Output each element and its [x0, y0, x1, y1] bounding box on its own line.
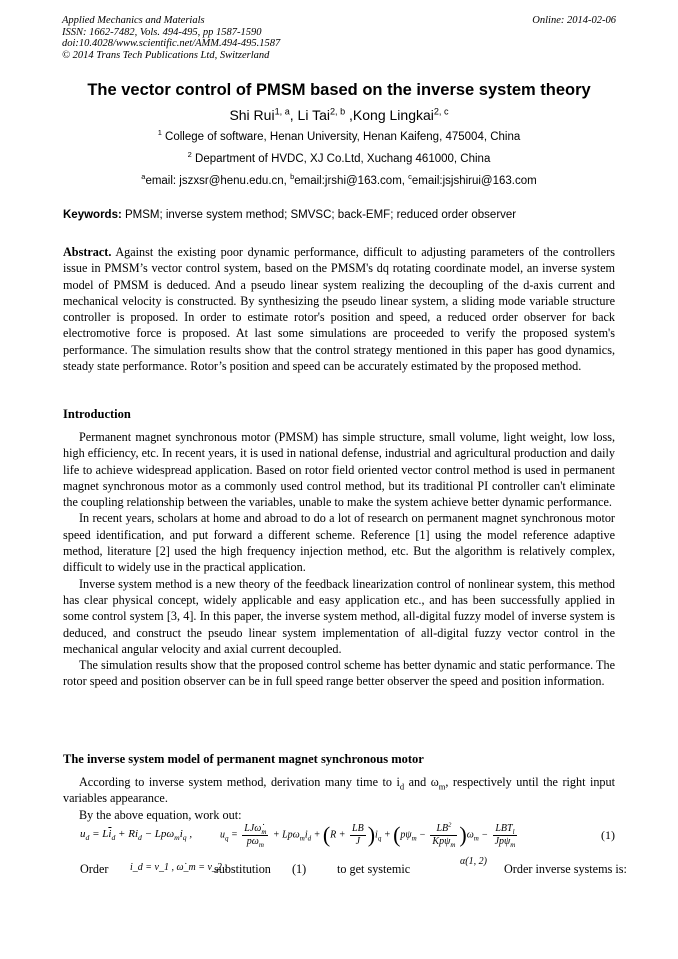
order-word: Order	[80, 862, 109, 876]
author-name: Kong Lingkai	[352, 107, 434, 123]
email-sup: b	[290, 172, 295, 182]
intro-paragraph: Inverse system method is a new theory of the feedback linearization control of nonlinear system, this method has clear physical concept, widely applicable and easy application etc., and has been successfully applied in some control system [3, 4]. In this paper, the inverse system method, all-digital fuzzy model of inverse system is deduced, and construct the pseudo linear system implementation of all-digital fuzzy vector control in the mechanical angular velocity and axial current decoupled.	[63, 576, 615, 656]
abstract	[63, 244, 615, 374]
online-date: Online: 2014-02-06	[532, 15, 616, 26]
intro-paragraph: In recent years, scholars at home and abroad to do a lot of research on permanent magnet synchronous motor speed identification, and put forward a different scheme. Reference [1] using the model reference adaptive method, literature [2] used the high frequency injection method, etc. But the algorithm is relatively complex, difficult to widely use in the practical application.	[63, 511, 615, 575]
abstract-label: Abstract.	[63, 245, 112, 259]
email-sup: c	[408, 172, 412, 182]
author-name: Shi Rui	[229, 107, 275, 123]
order-math: i_d = v_1 , ω̇_m = v_2 ,	[130, 862, 227, 873]
email-text: email:jrshi@163.com,	[294, 175, 409, 187]
copyright-line: © 2014 Trans Tech Publications Ltd, Switzerland	[62, 49, 270, 61]
affiliation-1	[0, 128, 678, 143]
equation-number: (1)	[601, 828, 615, 842]
doi-line: doi:10.4028/www.scientific.net/AMM.494-495.1587	[62, 38, 281, 49]
abstract-text: Against the existing poor dynamic performance, difficult to adjusting parameters of the controllers issue in PMSM’s vector control system, based on the PMSM's dq rotating coordinate model, an inverse system model of PMSM is deduced. And a pseudo linear system realizing the decoupling of the d-axis current and mechanical velocity is constructed. By synthesizing the pseudo linear system, a sliding mode variable structure controller is proposed. In order to estimate rotor's position and speed, a reduced order observer for back electromotive force is proposed. At last some simulations are proceeded to verify the proposed system's performance. The simulation results show that the control strategy mentioned in this paper has good dynamics, steady state performance. Rotor’s position and speed can be accurately estimated by the proposed method.	[63, 245, 615, 374]
author-name: Li Tai	[297, 107, 330, 123]
intro-paragraph: Permanent magnet synchronous motor (PMSM) has simple structure, small volume, light weight, low loss, high efficiency, etc. In recent years, it is used in national defense, industrial and agricultural production and daily life to achieve widespread application. Based on rotor field oriented vector control method is used in permanent magnet synchronous motor as a commonly used control method, but its traditional PI controller can't eliminate the coupling relationship between the variables, unable to make the system achieve better dynamic performance.	[63, 430, 615, 510]
affiliation-text: College of software, Henan University, Henan Kaifeng, 475004, China	[161, 131, 521, 143]
email-line	[0, 172, 678, 187]
equation-uq: $u_q$ = $\frac{LJ\omegȧ_m}{p\omega_m}$ + $Lp\omega_mi_d + (R$ + $\frac{LB}{J}$ )$i_q + (p\psi_m$ − $\frac{LB^2}{Kp\psi_m}$ )$\omega_m$ − $\frac{LBT_l}{Jp\psi_m}$	[220, 821, 516, 849]
author-sup: 2, c	[433, 106, 449, 117]
section-paragraph: According to inverse system method, derivation many time to $i_d$ and $\omega_m$, respectively until the right input variables appearance.	[63, 775, 615, 806]
to-get-text: to get systemic	[337, 862, 411, 876]
alpha-math: α(1, 2)	[460, 856, 487, 867]
intro-paragraph: The simulation results show that the proposed control scheme has better dynamic and static performance. The rotor speed and position observer can be in full speed range better observer the speed and position information.	[63, 658, 615, 689]
affiliation-2	[0, 150, 678, 165]
email-text: email: jszxsr@henu.edu.cn,	[145, 175, 291, 187]
author-sep: ,	[289, 107, 298, 123]
email-sup: a	[141, 172, 146, 182]
journal-header	[62, 15, 280, 61]
author-list	[0, 107, 678, 123]
author-sep: ,	[345, 107, 353, 123]
affiliation-sup: 1	[157, 128, 162, 138]
email-text: email:jsjshirui@163.com	[411, 175, 537, 187]
issn-line: ISSN: 1662-7482, Vols. 494-495, pp 1587-1590	[62, 26, 262, 38]
section-heading: The inverse system model of permanent magnet synchronous motor	[63, 752, 424, 766]
introduction-body	[63, 429, 615, 690]
paper-title: The vector control of PMSM based on the inverse system theory	[87, 81, 591, 99]
journal-name: Applied Mechanics and Materials	[62, 15, 205, 26]
keywords	[63, 209, 516, 221]
equation-ud: $u_d = L\overline{i}_d + Ri_d - Lp\omega_mi_q$ ,	[80, 828, 193, 843]
keywords-text: PMSM; inverse system method; SMVSC; back-EMF; reduced order observer	[121, 209, 517, 221]
substitution-word: substitution	[214, 862, 271, 876]
author-sup: 1, a	[274, 106, 290, 117]
keywords-label: Keywords:	[63, 209, 122, 221]
section-body	[63, 774, 615, 823]
equation-ref: (1)	[292, 862, 307, 876]
section-paragraph: By the above equation, work out:	[79, 807, 242, 822]
author-sup: 2, b	[329, 106, 346, 117]
tail-text: Order inverse systems is:	[504, 862, 627, 876]
affiliation-text: Department of HVDC, XJ Co.Ltd, Xuchang 461000, China	[191, 153, 491, 165]
affiliation-sup: 2	[187, 150, 192, 160]
introduction-heading: Introduction	[63, 407, 131, 421]
equation-1	[80, 822, 615, 858]
